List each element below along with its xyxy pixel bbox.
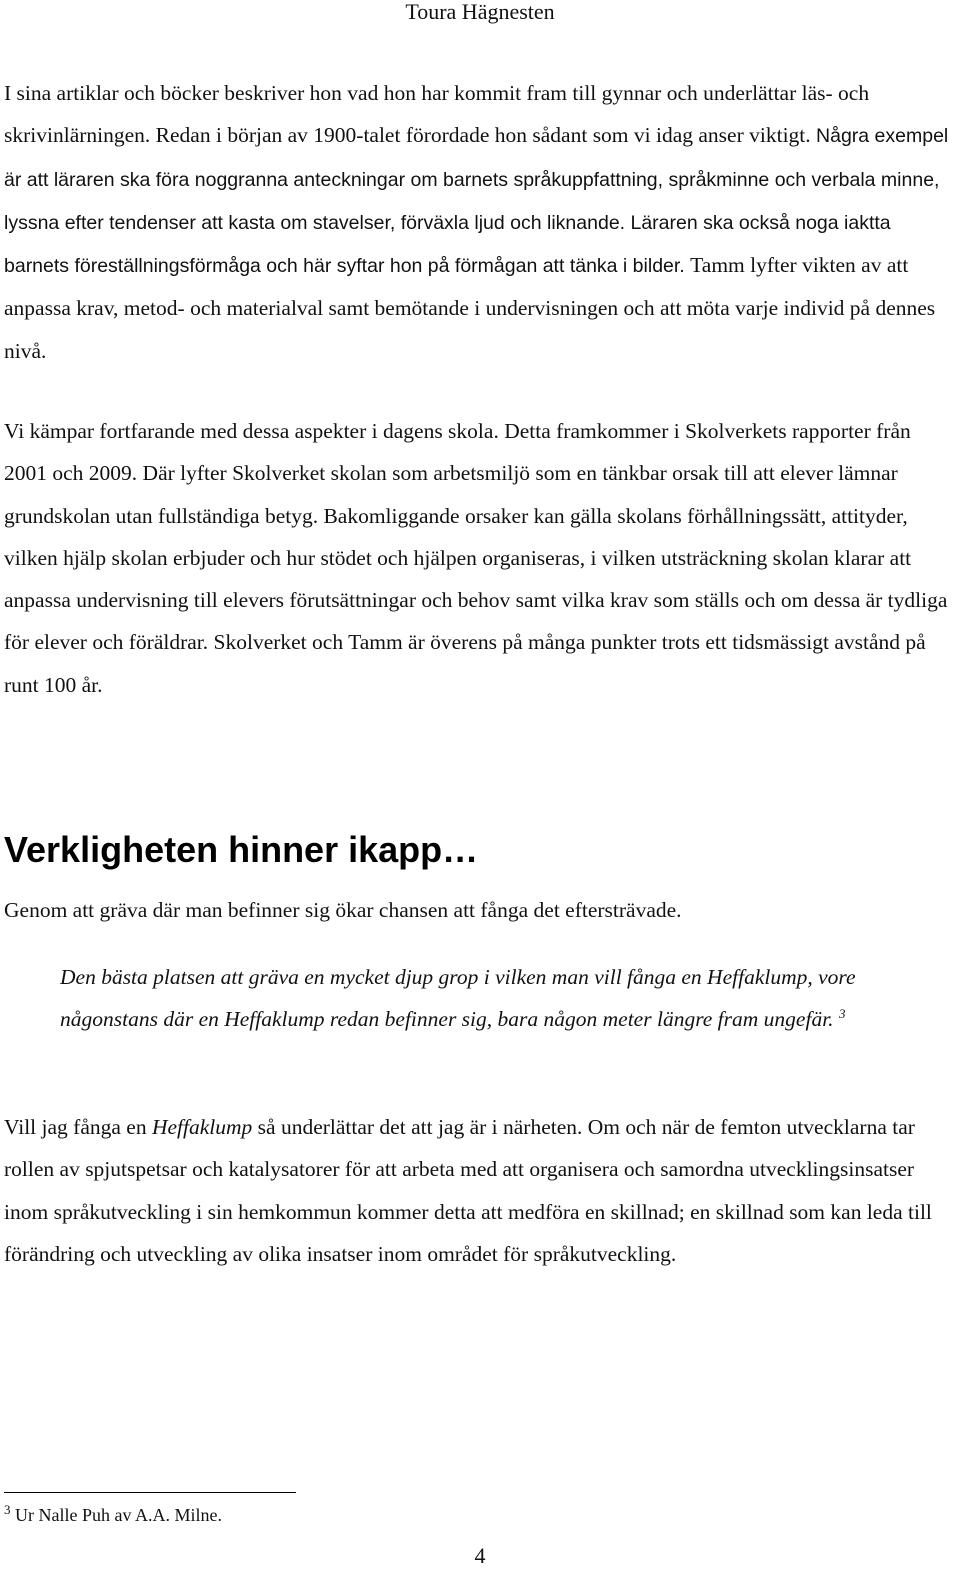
footnote (4, 1503, 222, 1527)
paragraph-emphasis: Heffaklump (151, 1115, 253, 1139)
footnote-reference: 3 (838, 1006, 846, 1022)
footnote-text: Ur Nalle Puh av A.A. Milne. (10, 1505, 222, 1525)
paragraph-segment-sans: Några exempel är att läraren ska föra noggranna anteckningar om barnets språkuppfattning, språkminne och verbala minne, lyssna efter tendenser att kasta om stavelser, förväxla ljud och liknande. Läraren ska också noga iaktta barnets föreställningsförmåga och här syftar hon på förmågan att tänka i bilder. (4, 125, 949, 278)
section-heading: Verkligheten hinner ikapp… (4, 829, 479, 870)
quote-text: Den bästa platsen att gräva en mycket djup grop i vilken man vill fånga en Heffaklump, vore någonstans där en Heffaklump redan befinner sig, bara någon meter längre fram ungefär. (60, 965, 856, 1032)
footnote-number: 3 (4, 1502, 11, 1517)
footnote-divider (4, 1492, 296, 1493)
paragraph-segment-serif: I sina artiklar och böcker beskriver hon vad hon har kommit fram till gynnar och underlättar läs- och skrivinlärningen. Redan i början av 1900-talet förordade hon sådant som vi idag anser viktigt. (4, 81, 870, 148)
paragraph-tamm-methods (4, 72, 956, 372)
paragraph-heffaklump (4, 1106, 956, 1275)
paragraph-segment-rest: så underlättar det att jag är i närheten. Om och när de femton utvecklarna tar rollen av spjutspetsar och katalysatorer för att arbeta med att organisera och samordna utvecklingsinsatser inom språkutveckling i sin hemkommun kommer detta att medföra en skillnad; en skillnad som kan leda till förändring och utveckling av olika insatser inom området för språkutveckling. (4, 1115, 932, 1266)
page-number: 4 (474, 1543, 486, 1568)
block-quote (60, 956, 920, 1041)
page-header-author: Toura Hägnesten (405, 0, 555, 24)
paragraph-segment-serif-end: Tamm lyfter vikten av att anpassa krav, metod- och materialval samt bemötande i undervisningen och att möta varje individ på dennes nivå. (4, 253, 936, 363)
paragraph-intro: Genom att gräva där man befinner sig ökar chansen att fånga det eftersträvade. (4, 898, 682, 922)
paragraph-segment: Vill jag fånga en (4, 1115, 152, 1139)
paragraph-skolverket: Vi kämpar fortfarande med dessa aspekter i dagens skola. Detta framkommer i Skolverkets rapporter från 2001 och 2009. Där lyfter Skolverket skolan som arbetsmiljö som en tänkbar orsak till att elever lämnar grundskolan utan fullständiga betyg. Bakomliggande orsaker kan gälla skolans förhållningssätt, attityder, vilken hjälp skolan erbjuder och hur stödet och hjälpen organiseras, i vilken utsträckning skolan klarar att anpassa undervisning till elevers förutsättningar och behov samt vilka krav som ställs och om dessa är tydliga för elever och föräldrar. Skolverket och Tamm är överens på många punkter trots ett tidsmässigt avstånd på runt 100 år. (4, 419, 948, 697)
